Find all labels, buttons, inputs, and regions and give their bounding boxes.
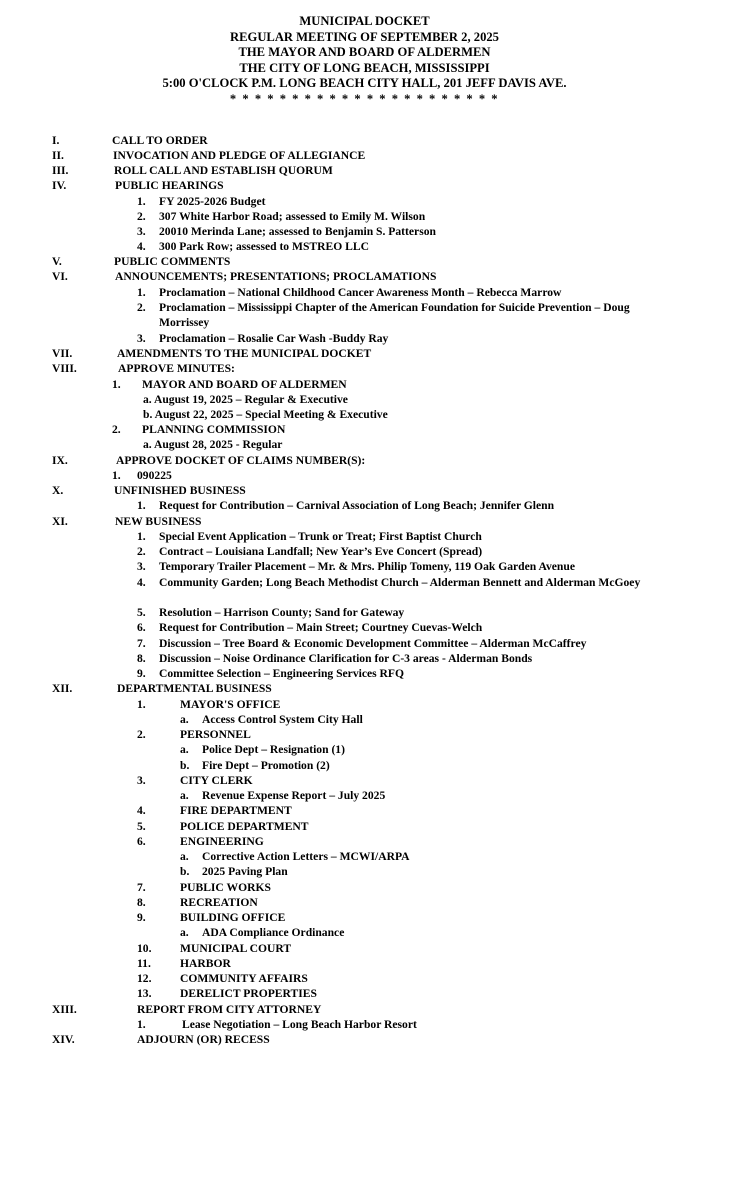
sub-number: 5. xyxy=(137,820,146,833)
item-number: XIV. xyxy=(52,1033,75,1046)
sub-letter: b. xyxy=(180,759,190,772)
sub-item: CITY CLERK xyxy=(180,774,253,787)
sub-item: Request for Contribution – Main Street; Courtney Cuevas-Welch xyxy=(159,621,483,634)
item-title: PUBLIC HEARINGS xyxy=(115,179,224,192)
sub-item: PUBLIC WORKS xyxy=(180,881,271,894)
sub-letter: a. xyxy=(180,850,189,863)
sub-letter: a. xyxy=(180,713,189,726)
sub-number: 3. xyxy=(137,560,146,573)
sub-item: PERSONNEL xyxy=(180,728,251,741)
sub-number: 2. xyxy=(137,210,146,223)
sub-item: Community Garden; Long Beach Methodist Church – Alderman Bennett and Alderman McGoey xyxy=(159,576,641,589)
sub-number: 2. xyxy=(137,301,146,314)
sub-item: ADA Compliance Ordinance xyxy=(202,926,345,939)
sub-item: Proclamation – National Childhood Cancer Awareness Month – Rebecca Marrow xyxy=(159,286,562,299)
sub-number: 1. xyxy=(137,499,146,512)
sub-item: MAYOR'S OFFICE xyxy=(180,698,281,711)
sub-item: Fire Dept – Promotion (2) xyxy=(202,759,330,772)
sub-item: MAYOR AND BOARD OF ALDERMEN xyxy=(142,378,347,391)
sub-item: 090225 xyxy=(137,469,172,482)
sub-number: 4. xyxy=(137,240,146,253)
sub-number: 8. xyxy=(137,896,146,909)
sub-number: 3. xyxy=(137,225,146,238)
sub-number: 1. xyxy=(112,469,121,482)
sub-item: Proclamation – Mississippi Chapter of the American Foundation for Suicide Prevention – Doug Morrissey xyxy=(159,301,630,329)
sub-number: 1. xyxy=(137,1018,146,1031)
sub-number: 2. xyxy=(137,545,146,558)
item-title: REPORT FROM CITY ATTORNEY xyxy=(137,1003,322,1016)
sub-number: 3. xyxy=(137,332,146,345)
item-title: INVOCATION AND PLEDGE OF ALLEGIANCE xyxy=(113,149,366,162)
sub-item: Contract – Louisiana Landfall; New Year’s Eve Concert (Spread) xyxy=(159,545,483,558)
item-number: X. xyxy=(52,484,64,497)
sub-item: HARBOR xyxy=(180,957,231,970)
header-divider-stars: * * * * * * * * * * * * * * * * * * * * * * xyxy=(229,92,500,106)
sub-number: 9. xyxy=(137,911,146,924)
item-title: APPROVE DOCKET OF CLAIMS NUMBER(S): xyxy=(116,454,366,467)
sub-item: Revenue Expense Report – July 2025 xyxy=(202,789,386,802)
board-title: THE MAYOR AND BOARD OF ALDERMEN xyxy=(238,45,491,59)
sub-number: 10. xyxy=(137,942,152,955)
sub-item: BUILDING OFFICE xyxy=(180,911,286,924)
sub-item: POLICE DEPARTMENT xyxy=(180,820,309,833)
sub-item: Police Dept – Resignation (1) xyxy=(202,743,345,756)
sub-item: a. August 28, 2025 - Regular xyxy=(143,438,283,451)
item-number: VII. xyxy=(52,347,73,360)
item-title: ROLL CALL AND ESTABLISH QUORUM xyxy=(114,164,333,177)
sub-item: Request for Contribution – Carnival Association of Long Beach; Jennifer Glenn xyxy=(159,499,555,512)
item-title: ADJOURN (OR) RECESS xyxy=(137,1033,270,1046)
sub-item: Lease Negotiation – Long Beach Harbor Resort xyxy=(182,1018,417,1031)
sub-item: Access Control System City Hall xyxy=(202,713,363,726)
item-number: IV. xyxy=(52,179,67,192)
sub-item: DERELICT PROPERTIES xyxy=(180,987,317,1000)
sub-letter: a. xyxy=(180,789,189,802)
item-title: UNFINISHED BUSINESS xyxy=(114,484,246,497)
sub-number: 6. xyxy=(137,835,146,848)
sub-item: Committee Selection – Engineering Services RFQ xyxy=(159,667,405,680)
item-title: CALL TO ORDER xyxy=(112,134,208,147)
sub-item: 300 Park Row; assessed to MSTREO LLC xyxy=(159,240,369,253)
sub-item: Discussion – Tree Board & Economic Development Committee – Alderman McCaffrey xyxy=(159,637,587,650)
meeting-time-location: 5:00 O'CLOCK P.M. LONG BEACH CITY HALL, 201 JEFF DAVIS AVE. xyxy=(162,76,567,90)
item-number: II. xyxy=(52,149,64,162)
sub-number: 5. xyxy=(137,606,146,619)
sub-item: ENGINEERING xyxy=(180,835,264,848)
item-number: III. xyxy=(52,164,69,177)
sub-item: b. August 22, 2025 – Special Meeting & Executive xyxy=(143,408,388,421)
sub-number: 1. xyxy=(137,530,146,543)
city-title: THE CITY OF LONG BEACH, MISSISSIPPI xyxy=(239,61,490,75)
item-number: XI. xyxy=(52,515,68,528)
sub-item: Special Event Application – Trunk or Treat; First Baptist Church xyxy=(159,530,482,543)
sub-number: 1. xyxy=(137,195,146,208)
sub-number: 2. xyxy=(137,728,146,741)
sub-item: MUNICIPAL COURT xyxy=(180,942,292,955)
item-title: AMENDMENTS TO THE MUNICIPAL DOCKET xyxy=(117,347,372,360)
item-title: NEW BUSINESS xyxy=(115,515,202,528)
sub-number: 12. xyxy=(137,972,152,985)
sub-item: 2025 Paving Plan xyxy=(202,865,288,878)
sub-letter: a. xyxy=(180,743,189,756)
sub-number: 1. xyxy=(137,698,146,711)
sub-number: 4. xyxy=(137,576,146,589)
sub-number: 13. xyxy=(137,987,152,1000)
item-title: ANNOUNCEMENTS; PRESENTATIONS; PROCLAMATIONS xyxy=(115,270,437,283)
item-title: PUBLIC COMMENTS xyxy=(114,255,231,268)
sub-number: 1. xyxy=(112,378,121,391)
sub-number: 2. xyxy=(112,423,121,436)
docket-title: MUNICIPAL DOCKET xyxy=(299,14,430,28)
sub-number: 7. xyxy=(137,637,146,650)
sub-item: Temporary Trailer Placement – Mr. & Mrs. Philip Tomeny, 119 Oak Garden Avenue xyxy=(159,560,575,573)
sub-item: Corrective Action Letters – MCWI/ARPA xyxy=(202,850,410,863)
item-number: VI. xyxy=(52,270,68,283)
sub-number: 8. xyxy=(137,652,146,665)
item-number: IX. xyxy=(52,454,68,467)
sub-item: Proclamation – Rosalie Car Wash -Buddy Ray xyxy=(159,332,389,345)
item-number: VIII. xyxy=(52,362,77,375)
item-number: V. xyxy=(52,255,62,268)
sub-item: FIRE DEPARTMENT xyxy=(180,804,292,817)
sub-item: FY 2025-2026 Budget xyxy=(159,195,266,208)
item-title: DEPARTMENTAL BUSINESS xyxy=(117,682,272,695)
item-title: APPROVE MINUTES: xyxy=(118,362,235,375)
sub-item: Discussion – Noise Ordinance Clarification for C-3 areas - Alderman Bonds xyxy=(159,652,533,665)
sub-letter: b. xyxy=(180,865,190,878)
sub-item: Resolution – Harrison County; Sand for Gateway xyxy=(159,606,405,619)
sub-number: 3. xyxy=(137,774,146,787)
sub-number: 1. xyxy=(137,286,146,299)
sub-item: a. August 19, 2025 – Regular & Executive xyxy=(143,393,348,406)
sub-item: COMMUNITY AFFAIRS xyxy=(180,972,308,985)
sub-number: 6. xyxy=(137,621,146,634)
item-number: XIII. xyxy=(52,1003,77,1016)
sub-number: 9. xyxy=(137,667,146,680)
sub-item: 20010 Merinda Lane; assessed to Benjamin S. Patterson xyxy=(159,225,436,238)
sub-item: 307 White Harbor Road; assessed to Emily M. Wilson xyxy=(159,210,426,223)
item-number: I. xyxy=(52,134,60,147)
sub-number: 11. xyxy=(137,957,151,970)
meeting-title: REGULAR MEETING OF SEPTEMBER 2, 2025 xyxy=(230,30,499,44)
sub-item: PLANNING COMMISSION xyxy=(142,423,286,436)
sub-number: 7. xyxy=(137,881,146,894)
item-number: XII. xyxy=(52,682,73,695)
sub-number: 4. xyxy=(137,804,146,817)
sub-item: RECREATION xyxy=(180,896,258,909)
sub-letter: a. xyxy=(180,926,189,939)
